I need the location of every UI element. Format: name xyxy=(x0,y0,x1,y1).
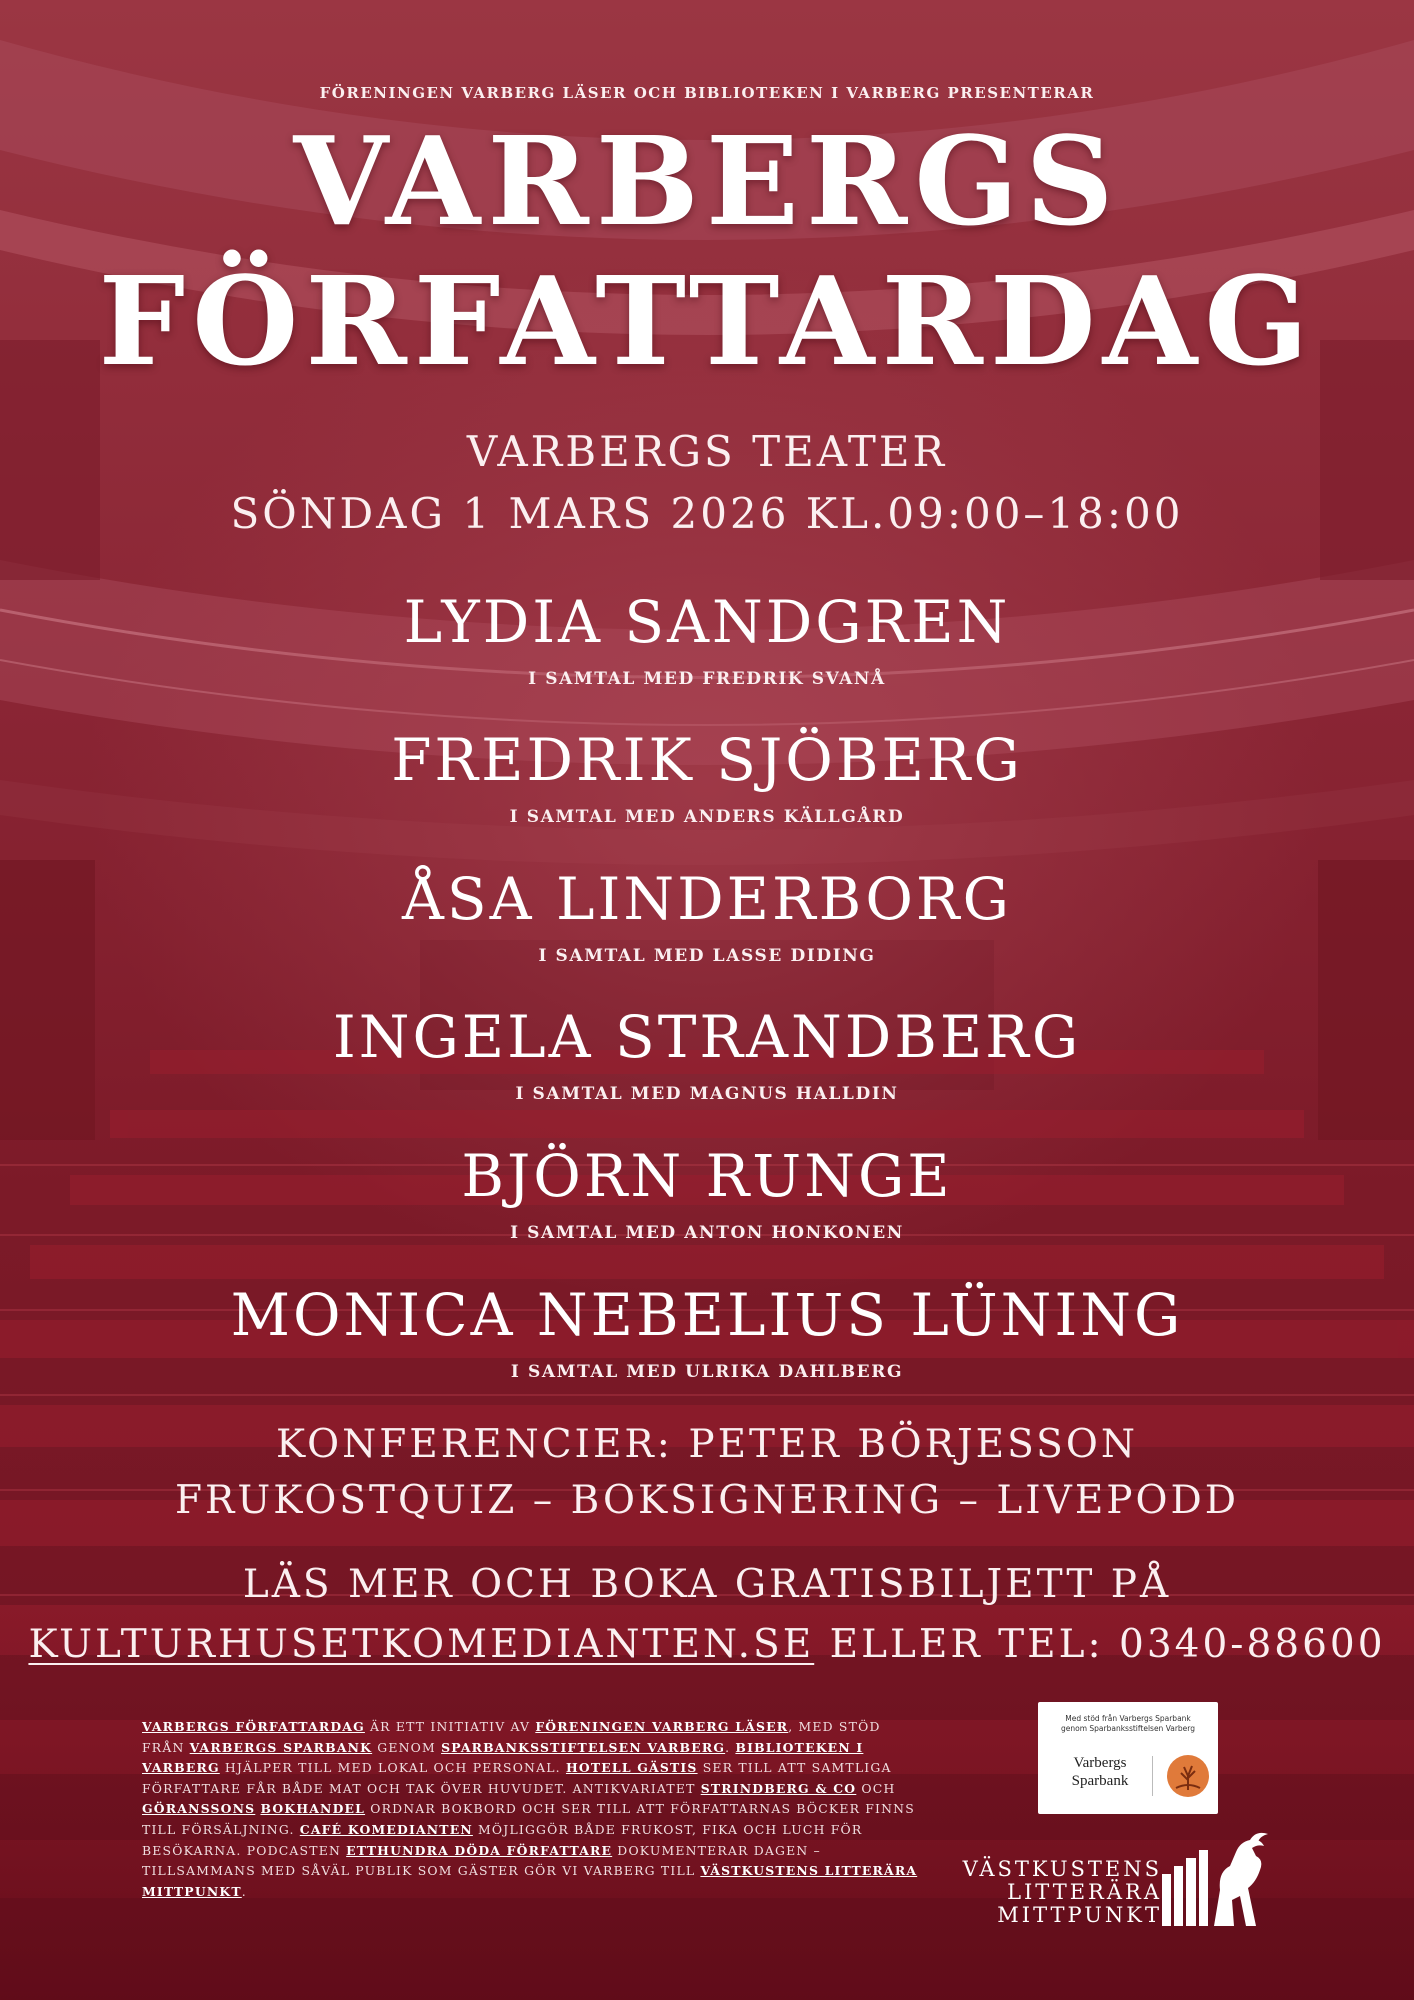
sponsor-logo-box xyxy=(1038,1702,1218,1814)
sparbank-tree-logo-icon xyxy=(1166,1754,1210,1798)
credit-text: OCH xyxy=(856,1780,896,1796)
credit-link[interactable]: SPARBANKSSTIFTELSEN VARBERG xyxy=(441,1739,726,1755)
author-name: LYDIA SANDGREN xyxy=(403,588,1011,656)
credit-link[interactable]: HOTELL GÄSTIS xyxy=(565,1760,698,1776)
credit-link[interactable]: VARBERGS FÖRFATTARDAG xyxy=(142,1719,365,1734)
author-name: INGELA STRANDBERG xyxy=(332,1003,1082,1071)
credit-text: GENOM xyxy=(372,1739,442,1755)
mittpunkt-wordmark xyxy=(944,1858,1162,1927)
author-conversation: I SAMTAL MED ANTON HONKONEN xyxy=(510,1223,904,1243)
date-time: SÖNDAG 1 MARS 2026 KL.09:00–18:00 xyxy=(230,489,1184,538)
credit-link[interactable]: ETTHUNDRA DÖDA FÖRFATTARE xyxy=(346,1842,613,1858)
author-conversation: I SAMTAL MED ULRIKA DAHLBERG xyxy=(510,1362,904,1382)
credit-text: SER TILL ATT SAMTLIGA FÖRFATTARE FÅR BÅDE MAT OCH TAK ÖVER HUVUDET. ANTIKVARIATET xyxy=(142,1760,892,1796)
credit-link[interactable]: VARBERGS SPARBANK xyxy=(189,1739,373,1755)
website-link[interactable]: KULTURHUSETKOMEDIANTEN.SE xyxy=(28,1622,815,1667)
credit-link[interactable]: FÖRENINGEN VARBERG LÄSER xyxy=(535,1719,789,1734)
credit-link[interactable]: STRINDBERG & CO xyxy=(700,1780,857,1796)
mittpunkt-line: MITTPUNKT xyxy=(997,1903,1162,1927)
sponsor-name-line: Sparbank xyxy=(1071,1773,1129,1789)
phone-text: ELLER TEL: 0340-88600 xyxy=(829,1622,1386,1667)
author-name: MONICA NEBELIUS LÜNING xyxy=(230,1281,1184,1349)
sponsor-note xyxy=(1038,1714,1218,1734)
booking-line xyxy=(0,1618,1414,1672)
credit-text: HJÄLPER TILL MED LOKAL OCH PERSONAL. xyxy=(219,1760,566,1776)
sponsor-divider xyxy=(1152,1756,1153,1796)
author-name: FREDRIK SJÖBERG xyxy=(391,726,1023,794)
author-name: BJÖRN RUNGE xyxy=(461,1142,953,1210)
author-conversation: I SAMTAL MED ANDERS KÄLLGÅRD xyxy=(509,807,905,827)
credit-link[interactable]: BIBLIOTEKEN I VARBERG xyxy=(142,1739,864,1776)
sponsor-note-line: Med stöd från Varbergs Sparbank xyxy=(1065,1714,1191,1723)
credit-text: . xyxy=(725,1739,736,1755)
title-line-1: VARBERGS xyxy=(293,109,1121,253)
credit-link[interactable]: BOKHANDEL xyxy=(260,1801,366,1817)
sponsor-name xyxy=(1052,1754,1148,1790)
credit-text: MÖJLIGGÖR BÅDE FRUKOST, FIKA OCH LUCH FÖR BESÖKARNA. PODCASTEN xyxy=(142,1821,863,1858)
activities-line: FRUKOSTQUIZ – BOKSIGNERING – LIVEPODD xyxy=(174,1478,1240,1523)
credits-paragraph xyxy=(142,1717,922,1902)
author-conversation: I SAMTAL MED MAGNUS HALLDIN xyxy=(515,1084,899,1104)
mittpunkt-line: VÄSTKUSTENS xyxy=(962,1857,1162,1881)
sponsor-note-line: genom Sparbanksstiftelsen Varberg xyxy=(1060,1724,1196,1733)
author-conversation: I SAMTAL MED LASSE DIDING xyxy=(538,946,876,966)
presenter-line: FÖRENINGEN VARBERG LÄSER OCH BIBLIOTEKEN I VARBERG PRESENTERAR xyxy=(319,84,1095,102)
credit-text: DOKUMENTERAR DAGEN –TILLSAMMANS MED SÅVÄL PUBLIK SOM GÄSTER GÖR VI VARBERG TILL xyxy=(142,1842,821,1879)
credit-link[interactable]: CAFÉ KOMEDIANTEN xyxy=(299,1821,473,1837)
booking-text: LÄS MER OCH BOKA GRATISBILJETT PÅ xyxy=(242,1562,1172,1607)
credit-text: ÄR ETT INITIATIV AV xyxy=(364,1719,536,1734)
author-conversation: I SAMTAL MED FREDRIK SVANÅ xyxy=(528,669,886,689)
title-line-2: FÖRFATTARDAG xyxy=(98,249,1316,393)
author-name: ÅSA LINDERBORG xyxy=(402,865,1012,933)
mittpunkt-line: LITTERÄRA xyxy=(1007,1880,1162,1904)
host-line: KONFERENCIER: PETER BÖRJESSON xyxy=(276,1422,1138,1467)
sponsor-name-line: Varbergs xyxy=(1073,1755,1127,1771)
venue: VARBERGS TEATER xyxy=(466,427,948,476)
credit-text: ORDNAR BOKBORD OCH SER TILL ATT FÖRFATTARNAS BÖCKER FINNS TILL FÖRSÄLJNING. xyxy=(142,1801,915,1837)
credit-link[interactable]: VÄSTKUSTENS LITTERÄRA MITTPUNKT xyxy=(142,1863,918,1899)
credit-link[interactable]: GÖRANSSONS xyxy=(142,1801,256,1817)
credit-text: . xyxy=(241,1883,247,1899)
books-and-goat-icon xyxy=(1160,1830,1276,1930)
credit-text: , MED STÖD FRÅN xyxy=(142,1719,881,1755)
